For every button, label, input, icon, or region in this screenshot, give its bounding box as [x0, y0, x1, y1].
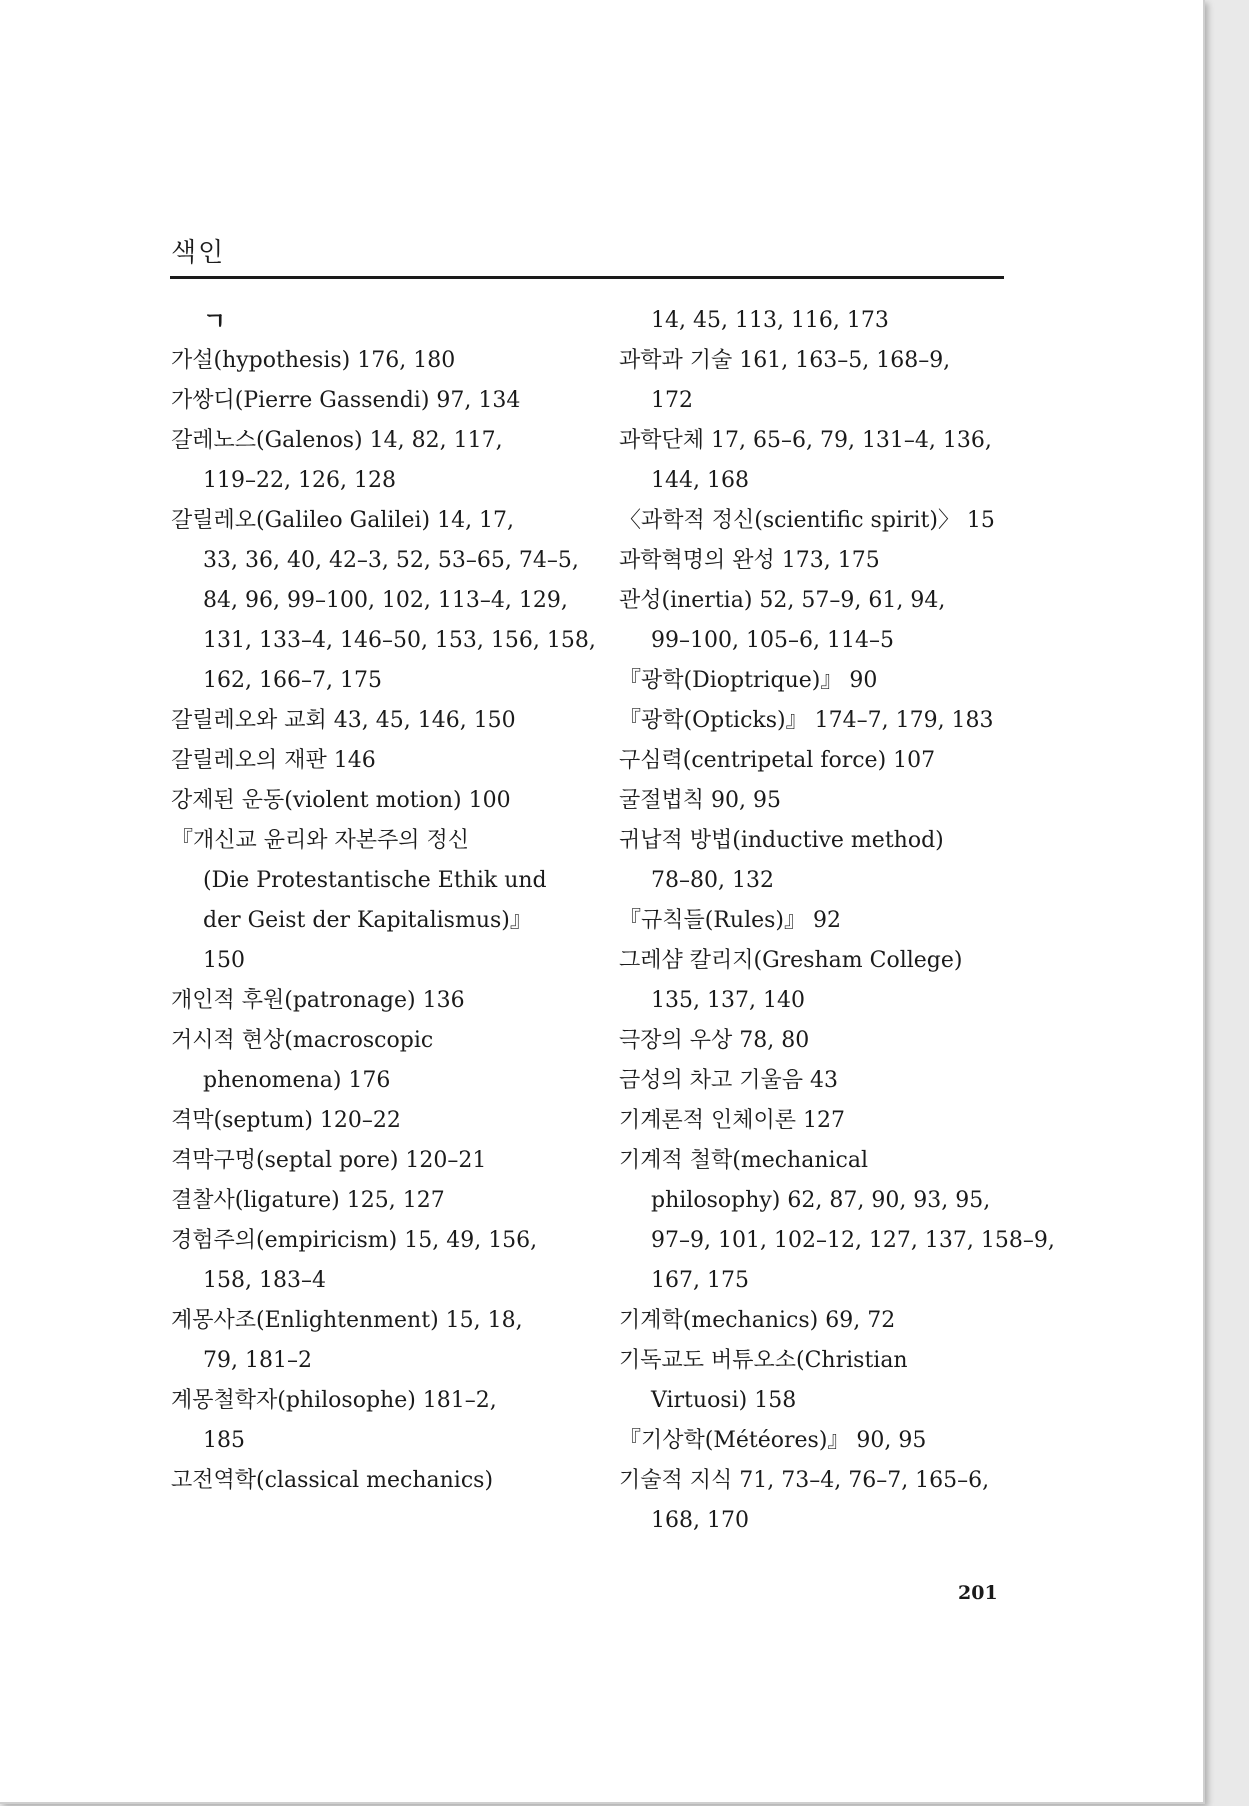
index-line: der Geist der Kapitalismus)』 [203, 908, 532, 933]
title-rule [170, 276, 1004, 279]
index-line: 거시적 현상(macroscopic [171, 1028, 434, 1053]
index-line: 78–80, 132 [651, 868, 774, 893]
index-line: 『광학(Dioptrique)』 90 [619, 668, 878, 693]
index-line: phenomena) 176 [203, 1068, 391, 1093]
index-line: 갈릴레오와 교회 43, 45, 146, 150 [171, 708, 516, 733]
index-line: 158, 183–4 [203, 1268, 326, 1293]
index-line: 굴절법칙 90, 95 [619, 788, 781, 813]
index-section-letter: ㄱ [203, 307, 227, 335]
index-line: 관성(inertia) 52, 57–9, 61, 94, [619, 588, 946, 613]
index-line: 144, 168 [651, 468, 749, 493]
index-line: (Die Protestantische Ethik und [203, 868, 547, 893]
index-line: 119–22, 126, 128 [203, 468, 396, 493]
index-line: 격막구멍(septal pore) 120–21 [171, 1148, 487, 1173]
page-number: 201 [958, 1582, 998, 1604]
index-line: philosophy) 62, 87, 90, 93, 95, [651, 1188, 991, 1213]
index-line: 97–9, 101, 102–12, 127, 137, 158–9, [651, 1228, 1055, 1253]
index-line: 150 [203, 948, 245, 973]
index-line: 기독교도 버튜오소(Christian [619, 1348, 908, 1373]
index-line: 99–100, 105–6, 114–5 [651, 628, 894, 653]
index-line: 계몽철학자(philosophe) 181–2, [171, 1388, 497, 1413]
index-line: Virtuosi) 158 [651, 1388, 797, 1413]
index-line: 과학과 기술 161, 163–5, 168–9, [619, 348, 951, 373]
index-line: 가설(hypothesis) 176, 180 [171, 348, 456, 373]
index-line: 『규칙들(Rules)』 92 [619, 908, 841, 933]
index-line: 금성의 차고 기울음 43 [619, 1068, 838, 1093]
index-line: 14, 45, 113, 116, 173 [651, 308, 889, 333]
index-line: 79, 181–2 [203, 1348, 312, 1373]
index-line: 〈과학적 정신(scientific spirit)〉 15 [619, 508, 995, 533]
index-line: 『기상학(Météores)』 90, 95 [619, 1428, 927, 1453]
index-line: 185 [203, 1428, 245, 1453]
index-line: 167, 175 [651, 1268, 749, 1293]
index-line: 162, 166–7, 175 [203, 668, 382, 693]
index-line: 계몽사조(Enlightenment) 15, 18, [171, 1308, 523, 1333]
index-line: 갈레노스(Galenos) 14, 82, 117, [171, 428, 503, 453]
index-line: 개인적 후원(patronage) 136 [171, 988, 465, 1013]
index-line: 84, 96, 99–100, 102, 113–4, 129, [203, 588, 568, 613]
index-line: 33, 36, 40, 42–3, 52, 53–65, 74–5, [203, 548, 579, 573]
index-line: 과학단체 17, 65–6, 79, 131–4, 136, [619, 428, 992, 453]
index-line: 『개신교 윤리와 자본주의 정신 [171, 828, 470, 853]
index-line: 135, 137, 140 [651, 988, 805, 1013]
index-line: 극장의 우상 78, 80 [619, 1028, 810, 1053]
index-line: 168, 170 [651, 1508, 749, 1533]
index-line: 귀납적 방법(inductive method) [619, 828, 944, 853]
index-line: 131, 133–4, 146–50, 153, 156, 158, [203, 628, 596, 653]
index-line: 기계학(mechanics) 69, 72 [619, 1308, 896, 1333]
index-line: 강제된 운동(violent motion) 100 [171, 788, 511, 813]
index-line: 가쌍디(Pierre Gassendi) 97, 134 [171, 388, 521, 413]
index-line: 그레샴 칼리지(Gresham College) [619, 948, 963, 973]
index-line: 172 [651, 388, 693, 413]
index-line: 『광학(Opticks)』 174–7, 179, 183 [619, 708, 994, 733]
index-line: 기술적 지식 71, 73–4, 76–7, 165–6, [619, 1468, 990, 1493]
index-line: 경험주의(empiricism) 15, 49, 156, [171, 1228, 538, 1253]
index-line: 구심력(centripetal force) 107 [619, 748, 936, 773]
index-column-left [171, 307, 596, 1501]
index-line: 과학혁명의 완성 173, 175 [619, 548, 880, 573]
page-title: 색인 [171, 238, 226, 268]
index-line: 고전역학(classical mechanics) [171, 1468, 494, 1493]
index-line: 격막(septum) 120–22 [171, 1108, 401, 1133]
index-line: 기계적 철학(mechanical [619, 1148, 869, 1173]
index-line: 기계론적 인체이론 127 [619, 1108, 845, 1133]
index-line: 갈릴레오(Galileo Galilei) 14, 17, [171, 508, 515, 533]
index-line: 갈릴레오의 재판 146 [171, 748, 376, 773]
index-column-right [619, 301, 1055, 1541]
index-line: 결찰사(ligature) 125, 127 [171, 1188, 445, 1213]
